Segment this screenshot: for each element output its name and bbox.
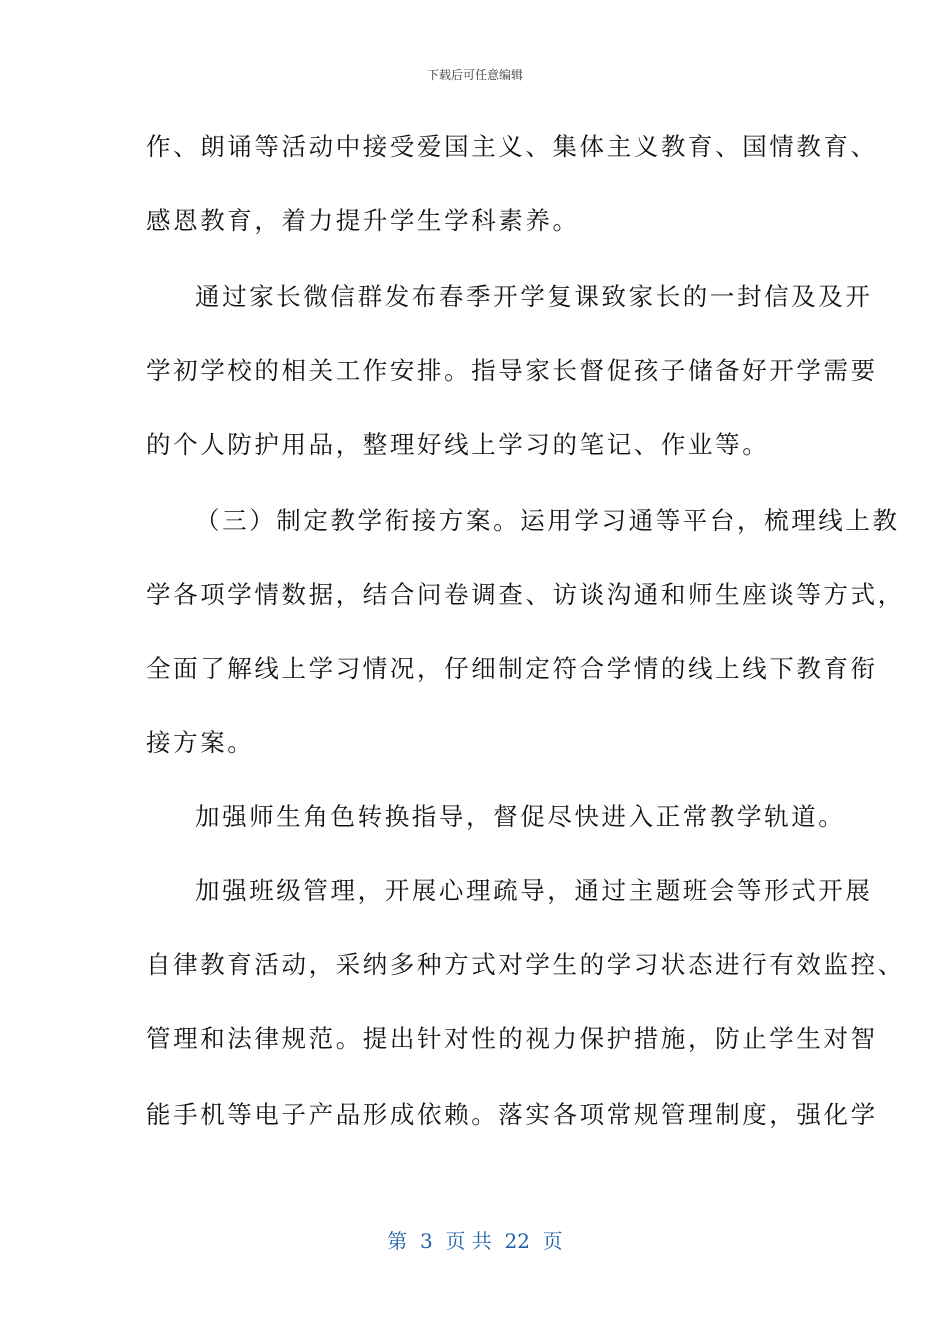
paragraph-line: 学各项学情数据，结合问卷调查、访谈沟通和师生座谈等方式， — [146, 580, 905, 609]
paragraph-line: （三）制定教学衔接方案。运用学习通等平台，梳理线上教 — [195, 506, 900, 535]
paragraph-line: 通过家长微信群发布春季开学复课致家长的一封信及及开 — [195, 282, 873, 311]
paragraph-line: 管理和法律规范。提出针对性的视力保护措施，防止学生对智 — [146, 1024, 878, 1053]
page-header: 下载后可任意编辑 — [426, 68, 523, 82]
paragraph-line: 作、朗诵等活动中接受爱国主义、集体主义教育、国情教育、 — [146, 132, 878, 161]
paragraph-line: 的个人防护用品，整理好线上学习的笔记、作业等。 — [146, 430, 770, 459]
page-number-footer: 第 3 页 共 22 页 — [387, 1229, 563, 1253]
paragraph-line: 学初学校的相关工作安排。指导家长督促孩子储备好开学需要 — [146, 356, 878, 385]
paragraph-line: 加强班级管理，开展心理疏导，通过主题班会等形式开展 — [195, 876, 873, 905]
paragraph-line: 全面了解线上学习情况，仔细制定符合学情的线上线下教育衔 — [146, 654, 878, 683]
paragraph-line: 能手机等电子产品形成依赖。落实各项常规管理制度，强化学 — [146, 1100, 878, 1129]
paragraph-line: 接方案。 — [146, 728, 255, 757]
paragraph-line: 加强师生角色转换指导，督促尽快进入正常教学轨道。 — [195, 802, 846, 831]
paragraph-line: 感恩教育，着力提升学生学科素养。 — [146, 206, 580, 235]
paragraph-line: 自律教育活动，采纳多种方式对学生的学习状态进行有效监控、 — [146, 950, 905, 979]
